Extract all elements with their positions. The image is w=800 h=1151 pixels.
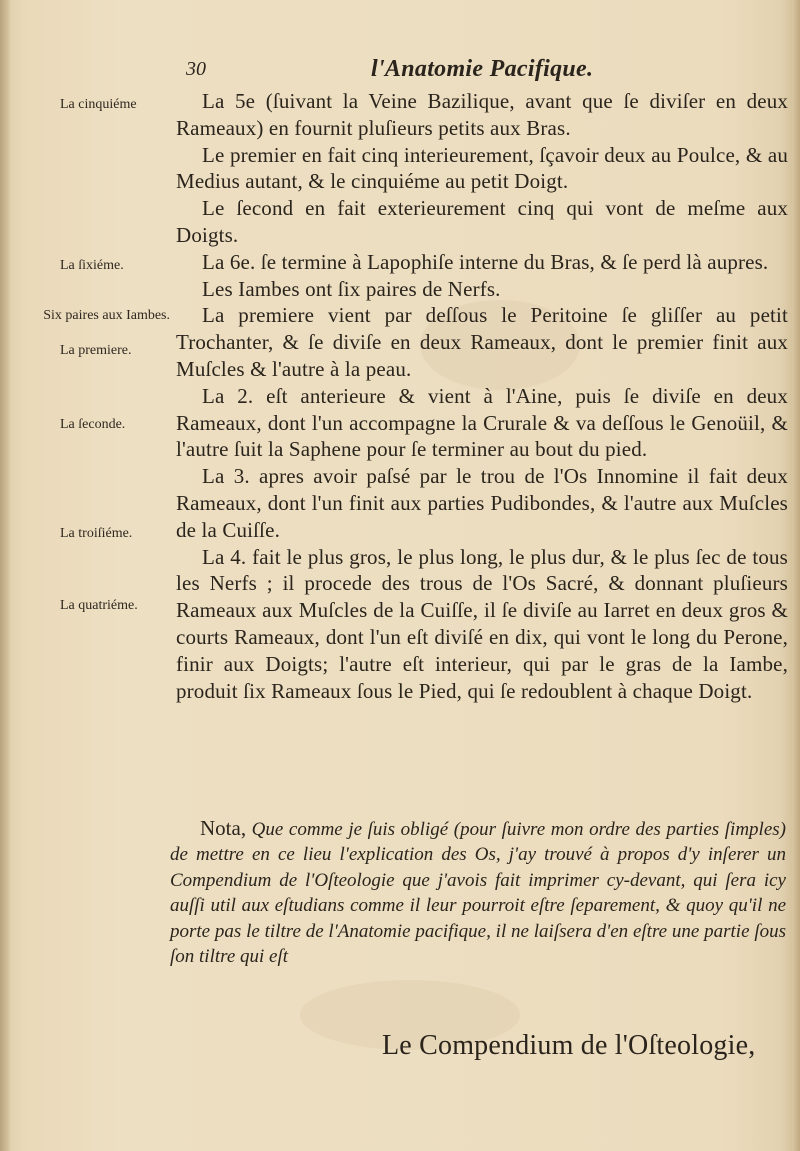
- nota-text: Que comme je ſuis obligé (pour ſuivre mon ordre des parties ſimples) de mettre en ce lieu l'explication des Os, j'ay trouvé à propos d'y inſerer un Compendium de l'Oſteologie que j'avois fait imprimer cy-devant, qui ſera icy auſſi util aux eſtudians comme il leur pourroit eſtre ſeparement, & quoy qu'il ne porte pas le tiltre de l'Anatomie pacifique, il ne laiſsera d'en eſtre une partie ſous ſon tiltre qui eſt: [170, 819, 786, 968]
- nota-block: [170, 816, 786, 969]
- paragraph: La 3. apres avoir paſsé par le trou de l'Os Innomine il fait deux Rameaux, dont l'un finit aux parties Pudibondes, & l'autre aux Muſcles de la Cuiſſe.: [176, 464, 788, 542]
- page-edge-shadow: [792, 0, 800, 1151]
- page-number: 30: [186, 58, 206, 80]
- main-text: [176, 88, 788, 704]
- margin-notes: [0, 0, 180, 1151]
- paragraph: Le premier en fait cinq interieurement, ſçavoir deux au Poulce, & au Medius autant, & le cinquiéme au petit Doigt.: [176, 142, 788, 194]
- paragraph: La 2. eſt anterieure & vient à l'Aine, puis ſe diviſe en deux Rameaux, dont l'un accompagne la Crurale & va deſſous le Genoüil, & l'autre ſuit la Saphene pour ſe terminer au bout du pied.: [176, 383, 788, 462]
- margin-note: Six paires aux Iambes.: [43, 308, 170, 323]
- paragraph: La 4. fait le plus gros, le plus long, le plus dur, & le plus ſec de tous les Nerfs ; il procede des trous de l'Os Sacré, & donnant pluſieurs Rameaux aux Muſcles de la Cuiſſe, il ſe diviſe au Iarret en deux gros & courts Rameaux, dont l'un eſt diviſé en dix, qui vont le long du Perone, finir aux Doigts; l'autre eſt interieur, qui par le gras de la Iambe, produit ſix Rameaux ſous le Pied, qui ſe redoublent à chaque Doigt.: [176, 544, 788, 703]
- margin-note: La quatriéme.: [60, 598, 138, 613]
- nota-label: Nota,: [200, 816, 247, 840]
- margin-note: La premiere.: [60, 343, 132, 358]
- margin-note: La cinquiéme: [60, 97, 137, 112]
- paragraph: La 5e (ſuivant la Veine Bazilique, avant que ſe diviſer en deux Rameaux) en fournit pluſieurs petits aux Bras.: [176, 89, 788, 140]
- margin-note: La ſeconde.: [60, 417, 126, 432]
- nota-paragraph: [170, 816, 786, 969]
- paragraph: Les Iambes ont ſix paires de Nerfs.: [202, 276, 501, 301]
- margin-note: La ſixiéme.: [60, 258, 124, 273]
- running-title: l'Anatomie Pacifique.: [371, 56, 594, 82]
- paragraph: Le ſecond en fait exterieurement cinq qui vont de meſme aux Doigts.: [176, 196, 788, 247]
- paragraph: La 6e. ſe termine à Lapophiſe interne du Bras, & ſe perd là aupres.: [202, 249, 769, 274]
- margin-note: La troiſiéme.: [60, 526, 133, 541]
- paragraph: La premiere vient par deſſous le Peritoine ſe gliſſer au petit Trochanter, & ſe diviſe en deux Rameaux, dont le premier finit aux Muſcles & l'autre à la peau.: [176, 303, 788, 381]
- catchword: Le Compendium de l'Oſteologie,: [382, 1030, 756, 1061]
- page-header: [186, 58, 786, 90]
